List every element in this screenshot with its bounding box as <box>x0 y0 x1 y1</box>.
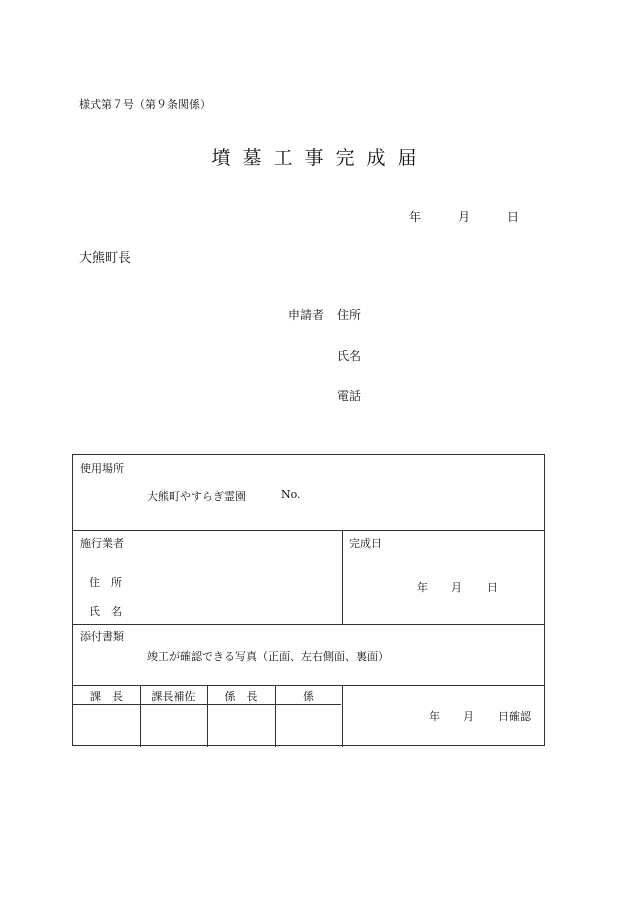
date-month-label: 月 <box>458 210 471 224</box>
table-divider <box>342 685 343 747</box>
table-divider <box>73 530 544 531</box>
contractor-name-label: 氏 名 <box>89 605 122 618</box>
confirm-month-label: 月 <box>463 710 474 723</box>
contractor-address-label: 住 所 <box>89 576 122 589</box>
confirm-day-label: 日確認 <box>498 710 531 723</box>
applicant-name-label: 氏名 <box>337 349 362 363</box>
usage-place-no: No. <box>281 488 301 501</box>
contractor-label: 施行業者 <box>80 537 124 550</box>
addressee: 大熊町長 <box>79 251 132 266</box>
applicant-address-label: 住所 <box>337 308 362 322</box>
approval-header-subsection-chief: 係 長 <box>224 690 258 703</box>
table-divider <box>73 685 544 686</box>
usage-place-label: 使用場所 <box>80 462 124 475</box>
confirm-year-label: 年 <box>429 710 440 723</box>
approval-header-staff: 係 <box>303 690 314 703</box>
date-day-label: 日 <box>507 210 520 224</box>
completion-date-label: 完成日 <box>349 537 382 550</box>
attachments-label: 添付書類 <box>80 630 124 643</box>
date-year-label: 年 <box>409 210 422 224</box>
approval-header-section-chief: 課 長 <box>90 690 123 703</box>
table-divider <box>342 530 343 624</box>
completion-form-table <box>72 454 545 746</box>
completion-year-label: 年 <box>417 581 428 594</box>
attachments-value: 竣工が確認できる写真（正面、左右側面、裏面） <box>147 650 389 663</box>
completion-day-label: 日 <box>487 581 498 594</box>
applicant-phone-label: 電話 <box>337 389 362 403</box>
completion-month-label: 月 <box>451 581 462 594</box>
page-title: 墳墓工事完成届 <box>211 147 429 169</box>
applicant-label: 申請者 <box>288 308 325 322</box>
form-number: 様式第７号（第９条関係） <box>79 98 211 111</box>
usage-place-value: 大熊町やすらぎ霊園 <box>147 490 246 503</box>
approval-header-assistant-chief: 課長補佐 <box>151 690 196 703</box>
table-divider <box>73 624 544 625</box>
